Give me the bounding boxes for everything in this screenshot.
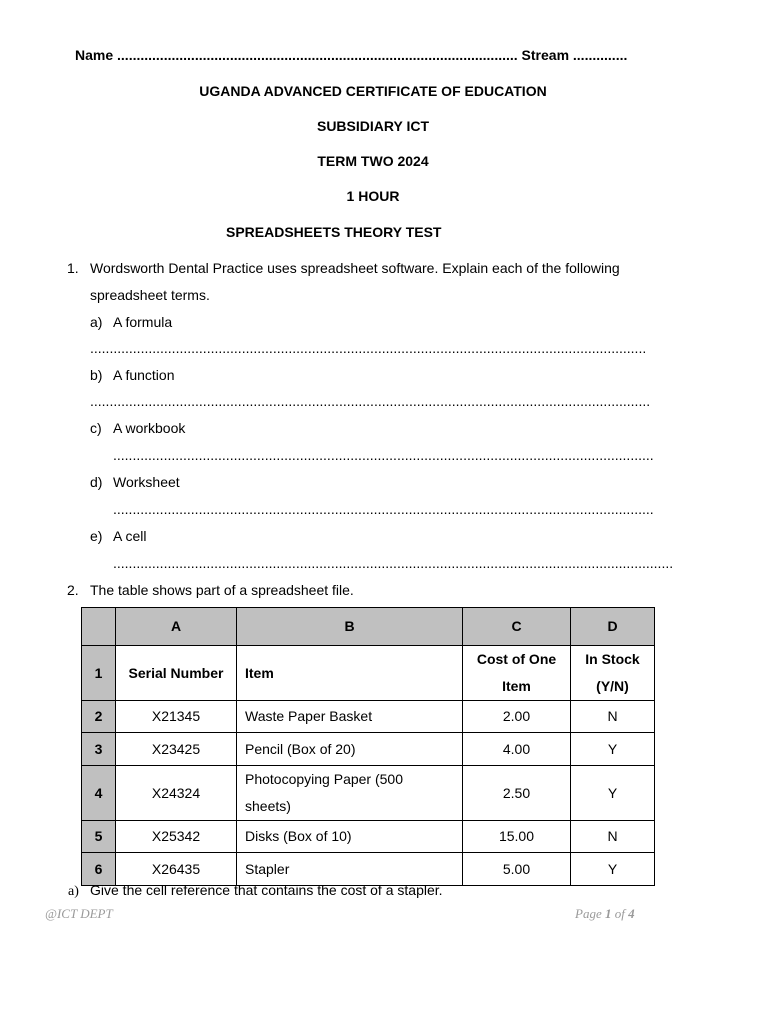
cell-cost: 15.00 bbox=[463, 821, 571, 853]
cell-cost: 5.00 bbox=[463, 853, 571, 886]
column-header-a: A bbox=[116, 608, 237, 646]
cell-cost: 2.50 bbox=[463, 766, 571, 821]
table-row bbox=[82, 646, 655, 701]
cell-stock: N bbox=[571, 821, 655, 853]
cell-item: Waste Paper Basket bbox=[237, 701, 463, 733]
cell-stock: Y bbox=[571, 766, 655, 821]
cost-header-line2: Item bbox=[502, 678, 531, 694]
page-of: of bbox=[611, 906, 629, 921]
cost-header-line1: Cost of One bbox=[476, 651, 557, 667]
q1-text-line2: spreadsheet terms. bbox=[90, 287, 210, 303]
q1-text-line1: Wordsworth Dental Practice uses spreadsheet software. Explain each of the following bbox=[90, 260, 620, 276]
q1d-letter: d) bbox=[90, 474, 103, 490]
cell-stock-header bbox=[571, 646, 655, 701]
row-header: 1 bbox=[82, 646, 116, 701]
table-row bbox=[82, 853, 655, 886]
footer-page-number bbox=[575, 906, 635, 922]
page-total: 4 bbox=[628, 906, 635, 921]
column-header-b: B bbox=[237, 608, 463, 646]
page-prefix: Page bbox=[575, 906, 605, 921]
q2a-text: Give the cell reference that contains the cost of a stapler. bbox=[90, 882, 443, 898]
table-row bbox=[82, 733, 655, 766]
name-stream-line: Name ....................................................................................................... Stream .............. bbox=[75, 47, 628, 63]
row-header: 2 bbox=[82, 701, 116, 733]
spreadsheet-table bbox=[81, 607, 655, 886]
q1b-answer-line[interactable]: ................................................................................................................................................ bbox=[90, 393, 651, 409]
q1b-letter: b) bbox=[90, 367, 103, 383]
q1b-label: A function bbox=[113, 367, 175, 383]
table-row bbox=[82, 766, 655, 821]
q1a-answer-line[interactable]: ............................................................................................................................................... bbox=[90, 340, 647, 356]
q1e-letter: e) bbox=[90, 528, 103, 544]
q1-number: 1. bbox=[67, 260, 79, 276]
cell-stock: Y bbox=[571, 733, 655, 766]
cell-stock: N bbox=[571, 701, 655, 733]
cell-item-line2: sheets) bbox=[245, 798, 291, 814]
cell-cost: 4.00 bbox=[463, 733, 571, 766]
stock-header-line2: (Y/N) bbox=[596, 678, 629, 694]
cell-item: Stapler bbox=[237, 853, 463, 886]
cell-serial: X26435 bbox=[116, 853, 237, 886]
row-header: 3 bbox=[82, 733, 116, 766]
cell-cost-header bbox=[463, 646, 571, 701]
q1c-label: A workbook bbox=[113, 420, 186, 436]
cell-serial: X23425 bbox=[116, 733, 237, 766]
term-title: TERM TWO 2024 bbox=[317, 153, 429, 169]
q1c-answer-line[interactable]: ........................................................................................................................................... bbox=[113, 447, 654, 463]
cell-item bbox=[237, 766, 463, 821]
q2a-letter: a) bbox=[68, 884, 79, 899]
stock-header-line1: In Stock bbox=[585, 651, 640, 667]
q1c-letter: c) bbox=[90, 420, 102, 436]
q1a-label: A formula bbox=[113, 314, 173, 330]
q1a-letter: a) bbox=[90, 314, 103, 330]
cell-serial: X24324 bbox=[116, 766, 237, 821]
row-header: 5 bbox=[82, 821, 116, 853]
column-header-d: D bbox=[571, 608, 655, 646]
subject-title: SUBSIDIARY ICT bbox=[316, 118, 429, 134]
footer-dept: @ICT DEPT bbox=[45, 906, 113, 921]
column-header-c: C bbox=[463, 608, 571, 646]
cell-item: Disks (Box of 10) bbox=[237, 821, 463, 853]
page-current: 1 bbox=[604, 906, 612, 921]
cell-item: Pencil (Box of 20) bbox=[237, 733, 463, 766]
test-title: SPREADSHEETS THEORY TEST bbox=[226, 224, 442, 240]
column-header-row bbox=[82, 608, 655, 646]
cell-cost: 2.00 bbox=[463, 701, 571, 733]
cell-serial-header: Serial Number bbox=[116, 646, 237, 701]
q1d-label: Worksheet bbox=[113, 474, 180, 490]
row-header: 6 bbox=[82, 853, 116, 886]
duration-title: 1 HOUR bbox=[346, 188, 400, 204]
cell-stock: Y bbox=[571, 853, 655, 886]
table-row bbox=[82, 701, 655, 733]
cell-item-header: Item bbox=[237, 646, 463, 701]
q2-number: 2. bbox=[67, 582, 79, 598]
q1d-answer-line[interactable]: ........................................................................................................................................... bbox=[113, 501, 654, 517]
q1e-answer-line[interactable]: ................................................................................................................................................ bbox=[113, 555, 674, 571]
cell-serial: X25342 bbox=[116, 821, 237, 853]
cell-item-line1: Photocopying Paper (500 bbox=[245, 771, 403, 787]
table-row bbox=[82, 821, 655, 853]
cell-serial: X21345 bbox=[116, 701, 237, 733]
q2-text: The table shows part of a spreadsheet file. bbox=[90, 582, 354, 598]
q1e-label: A cell bbox=[113, 528, 147, 544]
exam-body-title: UGANDA ADVANCED CERTIFICATE OF EDUCATION bbox=[199, 83, 547, 99]
corner-cell bbox=[82, 608, 116, 646]
row-header: 4 bbox=[82, 766, 116, 821]
